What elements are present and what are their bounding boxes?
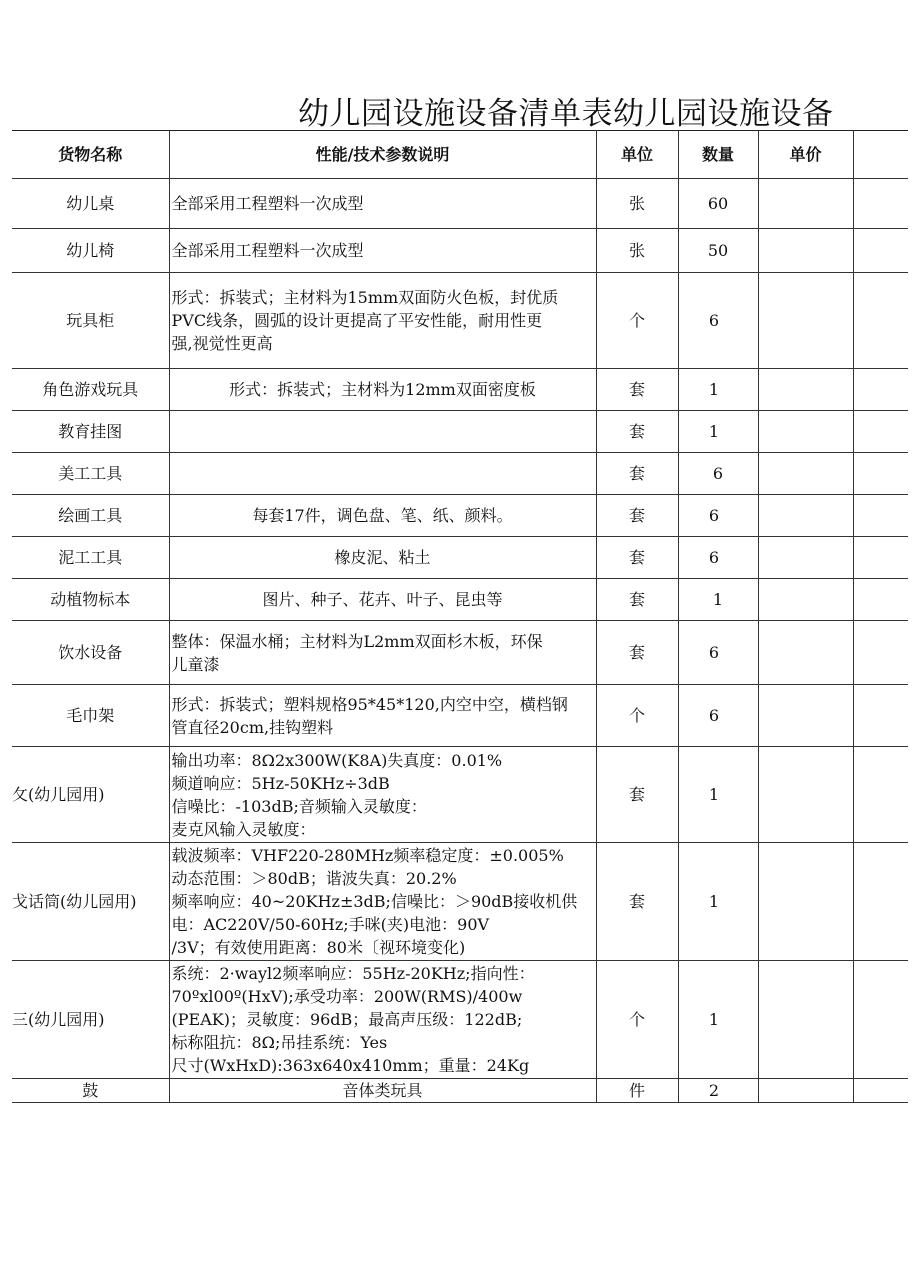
item-extra-cell xyxy=(853,579,908,621)
table-row xyxy=(12,369,908,411)
item-extra-cell xyxy=(853,369,908,411)
spec-line: 频道响应：5Hz-50KHz÷3dB xyxy=(171,773,390,793)
item-qty: 1 xyxy=(678,369,758,411)
item-spec xyxy=(169,453,596,495)
item-qty: 1 xyxy=(678,579,758,621)
item-qty: 6 xyxy=(678,453,758,495)
table-row xyxy=(12,843,908,961)
table-row xyxy=(12,685,908,747)
item-extra-cell xyxy=(853,453,908,495)
item-qty: 60 xyxy=(678,179,758,229)
item-price-cell xyxy=(758,453,853,495)
item-extra-cell xyxy=(853,621,908,685)
item-name: 教育挂图 xyxy=(12,411,169,453)
item-unit: 套 xyxy=(596,495,678,537)
item-extra-cell xyxy=(853,229,908,273)
spec-line: 麦克风输入灵敏度： xyxy=(171,819,316,839)
spec-line: 管直径20cm,挂钩塑料 xyxy=(171,717,334,737)
item-price-cell xyxy=(758,621,853,685)
item-extra-cell xyxy=(853,961,908,1079)
item-name: 攵(幼儿园用) xyxy=(12,747,169,843)
item-unit: 张 xyxy=(596,229,678,273)
item-name: 玩具柜 xyxy=(12,273,169,369)
item-qty: 6 xyxy=(678,621,758,685)
item-extra-cell xyxy=(853,1079,908,1103)
table-row xyxy=(12,495,908,537)
spec-line: 强,视觉性更高 xyxy=(171,334,273,353)
item-extra-cell xyxy=(853,685,908,747)
spec-line: 频率响应：40~20KHz±3dB;信噪比：＞90dB接收机供 xyxy=(171,892,578,911)
item-qty: 2 xyxy=(678,1079,758,1103)
spec-line: 图片、种子、花卉、叶子、昆虫等 xyxy=(262,590,503,609)
spec-line: 儿童漆 xyxy=(171,654,220,674)
item-spec xyxy=(169,411,596,453)
spec-line: 整体：保温水桶；主材料为L2mm双面杉木板，环保 xyxy=(171,631,543,651)
item-price-cell xyxy=(758,961,853,1079)
spec-line: PVC线条，圆弧的设计更提高了平安性能，耐用性更 xyxy=(171,311,543,330)
item-spec xyxy=(169,621,596,685)
spec-line: /3V；有效使用距离：80米〔视环境变化) xyxy=(171,938,466,957)
item-unit: 套 xyxy=(596,747,678,843)
item-unit: 套 xyxy=(596,537,678,579)
item-spec xyxy=(169,579,596,621)
header-name: 货物名称 xyxy=(12,131,169,179)
item-extra-cell xyxy=(853,495,908,537)
item-name: 饮水设备 xyxy=(12,621,169,685)
table-row xyxy=(12,579,908,621)
item-qty: 1 xyxy=(678,843,758,961)
spec-line: 标称阻抗：8Ω;吊挂系统：Yes xyxy=(171,1033,388,1052)
item-unit: 套 xyxy=(596,579,678,621)
table-header-row xyxy=(12,131,908,179)
spec-line: (PEAK)；灵敏度：96dB；最高声压级：122dB; xyxy=(171,1010,523,1029)
item-name: 泥工工具 xyxy=(12,537,169,579)
item-price-cell xyxy=(758,843,853,961)
item-spec xyxy=(169,961,596,1079)
table-row xyxy=(12,537,908,579)
item-extra-cell xyxy=(853,273,908,369)
item-name: 绘画工具 xyxy=(12,495,169,537)
item-name: 戈话筒(幼儿园用) xyxy=(12,843,169,961)
spec-line: 橡皮泥、粘土 xyxy=(334,548,431,567)
item-unit: 套 xyxy=(596,411,678,453)
table-row xyxy=(12,229,908,273)
item-qty: 6 xyxy=(678,685,758,747)
item-unit: 个 xyxy=(596,273,678,369)
item-name: 三(幼儿园用) xyxy=(12,961,169,1079)
header-extra xyxy=(853,131,908,179)
item-name: 幼儿桌 xyxy=(12,179,169,229)
item-unit: 张 xyxy=(596,179,678,229)
header-spec: 性能/技术参数说明 xyxy=(169,131,596,179)
item-qty: 6 xyxy=(678,537,758,579)
table-row xyxy=(12,747,908,843)
table-row xyxy=(12,961,908,1079)
spec-line: 系统：2·wayl2频率响应：55Hz-20KHz;指向性： xyxy=(171,964,535,983)
spec-line: 形式：拆装式；主材料为12mm双面密度板 xyxy=(229,380,536,399)
table-row xyxy=(12,273,908,369)
item-unit: 个 xyxy=(596,961,678,1079)
item-name: 美工工具 xyxy=(12,453,169,495)
item-spec xyxy=(169,685,596,747)
item-extra-cell xyxy=(853,747,908,843)
item-price-cell xyxy=(758,495,853,537)
table-row xyxy=(12,453,908,495)
item-unit: 个 xyxy=(596,685,678,747)
spec-line: 全部采用工程塑料一次成型 xyxy=(171,194,364,213)
item-spec xyxy=(169,273,596,369)
item-price-cell xyxy=(758,685,853,747)
table-row xyxy=(12,1079,908,1103)
item-price-cell xyxy=(758,579,853,621)
item-unit: 套 xyxy=(596,369,678,411)
spec-line: 形式：拆装式；塑料规格95*45*120,内空中空，横档钢 xyxy=(171,694,568,714)
item-name: 幼儿椅 xyxy=(12,229,169,273)
equipment-table xyxy=(12,130,908,1103)
item-extra-cell xyxy=(853,411,908,453)
document-title: 幼儿园设施设备清单表幼儿园设施设备 xyxy=(298,96,834,132)
item-price-cell xyxy=(758,537,853,579)
item-qty: 6 xyxy=(678,495,758,537)
item-unit: 件 xyxy=(596,1079,678,1103)
header-qty: 数量 xyxy=(678,131,758,179)
item-price-cell xyxy=(758,747,853,843)
table-row xyxy=(12,411,908,453)
item-name: 动植物标本 xyxy=(12,579,169,621)
item-qty: 50 xyxy=(678,229,758,273)
item-price-cell xyxy=(758,1079,853,1103)
item-unit: 套 xyxy=(596,453,678,495)
item-unit: 套 xyxy=(596,843,678,961)
spec-line: 输出功率：8Ω2x300W(K8A)失真度：0.01% xyxy=(171,750,503,770)
item-qty: 1 xyxy=(678,747,758,843)
item-spec xyxy=(169,229,596,273)
item-extra-cell xyxy=(853,843,908,961)
item-qty: 6 xyxy=(678,273,758,369)
header-unit: 单位 xyxy=(596,131,678,179)
item-spec xyxy=(169,537,596,579)
item-price-cell xyxy=(758,411,853,453)
item-price-cell xyxy=(758,229,853,273)
item-spec xyxy=(169,369,596,411)
item-spec xyxy=(169,495,596,537)
item-name: 鼓 xyxy=(12,1079,169,1103)
item-extra-cell xyxy=(853,179,908,229)
spec-line: 信噪比：-103dB;音频输入灵敏度： xyxy=(171,796,427,816)
spec-line: 70ºxl00º(HxV);承受功率：200W(RMS)/400w xyxy=(171,987,523,1006)
table-row xyxy=(12,179,908,229)
item-spec xyxy=(169,179,596,229)
spec-line: 音体类玩具 xyxy=(342,1081,423,1100)
item-qty: 1 xyxy=(678,411,758,453)
item-spec xyxy=(169,747,596,843)
spec-line: 动态范围：＞80dB；谐波失真：20.2% xyxy=(171,869,457,888)
item-extra-cell xyxy=(853,537,908,579)
header-price: 单价 xyxy=(758,131,853,179)
spec-line: 全部采用工程塑料一次成型 xyxy=(171,241,364,260)
spec-line: 每套17件，调色盘、笔、纸、颜料。 xyxy=(252,506,513,525)
spec-line: 载波频率：VHF220-280MHz频率稳定度：±0.005% xyxy=(171,846,564,865)
item-price-cell xyxy=(758,273,853,369)
item-price-cell xyxy=(758,369,853,411)
item-qty: 1 xyxy=(678,961,758,1079)
table-row xyxy=(12,621,908,685)
item-unit: 套 xyxy=(596,621,678,685)
item-name: 毛巾架 xyxy=(12,685,169,747)
item-price-cell xyxy=(758,179,853,229)
spec-line: 电：AC220V/50-60Hz;手咪(夹)电池：90V xyxy=(171,915,490,934)
spec-line: 形式：拆装式；主材料为15mm双面防火色板，封优质 xyxy=(171,288,559,307)
item-spec xyxy=(169,1079,596,1103)
item-name: 角色游戏玩具 xyxy=(12,369,169,411)
spec-line: 尺寸(WxHxD):363x640x410mm；重量：24Kg xyxy=(171,1056,530,1075)
item-spec xyxy=(169,843,596,961)
